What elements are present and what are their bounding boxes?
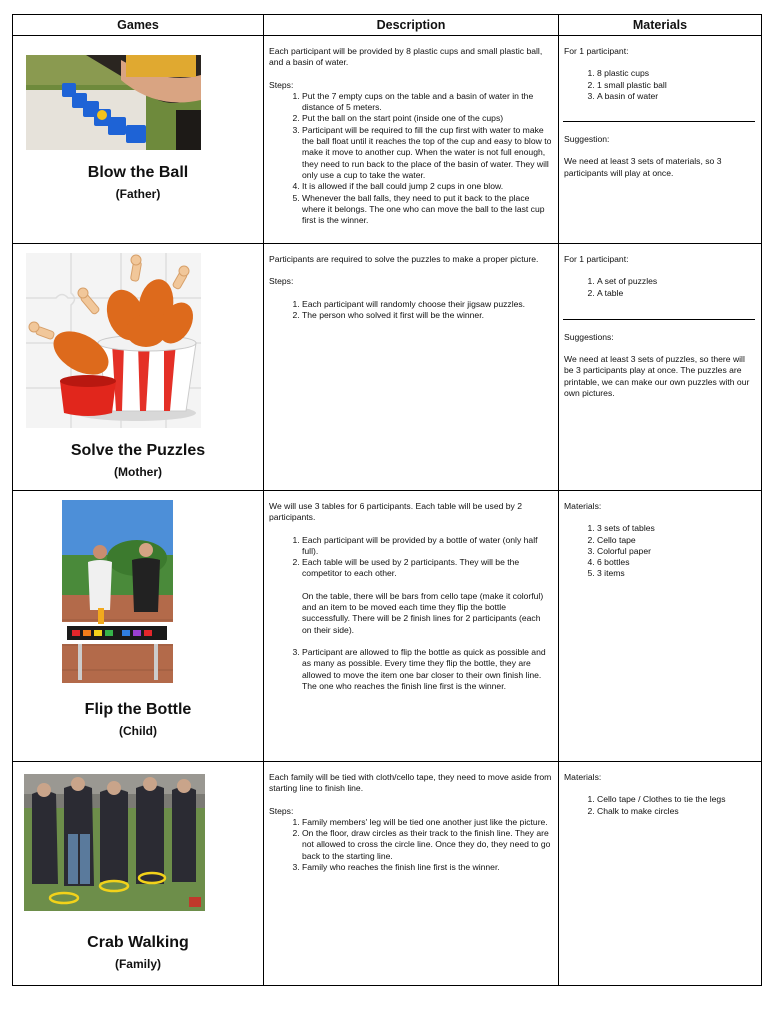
header-materials: Materials (559, 15, 762, 36)
divider (563, 319, 755, 320)
puzzle-fried-chicken-picture (26, 253, 201, 428)
game-cell (13, 244, 264, 491)
game-name: Blow the Ball (87, 164, 189, 181)
materials-cell (559, 491, 762, 762)
materials-list (564, 523, 755, 579)
description-cell (264, 762, 559, 986)
flip-the-bottle-photo (62, 500, 173, 683)
suggestion-text: We need at least 3 sets of puzzles, so there will be 3 participants play at once. The puzzles are printable, we can make our own puzzles with our own pictures. (564, 354, 750, 399)
list-item: 2. On the floor, draw circles as their track to the finish line. They are not allowed to cross the circle line. Once they do, they need to go back to the starting line. (302, 828, 552, 862)
materials-label: Materials: (564, 501, 602, 511)
list-item: 2. A table (597, 288, 755, 299)
game-cell (13, 491, 264, 762)
games-table (12, 14, 762, 986)
header-games: Games (13, 15, 264, 36)
materials-label: Materials: (564, 772, 602, 782)
game-role: (Child) (119, 724, 157, 738)
game-cell (13, 36, 264, 244)
game-name: Crab Walking (87, 934, 189, 951)
list-item: 2. 1 small plastic ball (597, 80, 755, 91)
list-item: 2. The person who solved it first will be the winner. (302, 310, 552, 321)
crab-walking-photo (24, 774, 205, 911)
list-item: 3. Participant will be required to fill the cup first with water to make the ball float until it reaches the top of the cup and easy to blow to make it move to another cup. When the water is not full enough, they need to run back to the place of the basin of water. They will only use a cup to take the water. (302, 125, 552, 181)
list-item: 1. 3 sets of tables (597, 523, 755, 534)
list-item: 1. Cello tape / Clothes to tie the legs (597, 794, 755, 805)
materials-cell (559, 762, 762, 986)
materials-cell (559, 36, 762, 244)
description-intro: Each family will be tied with cloth/cello tape, they need to move aside from starting line to finish line. (269, 772, 552, 794)
materials-list (564, 794, 755, 817)
description-intro: We will use 3 tables for 6 participants. Each table will be used by 2 participants. (269, 501, 523, 523)
list-item: 3. Participant are allowed to flip the bottle as quick as possible and as many as possible. Every time they flip the bottle, they are allowed to move the item one bar closer to their own finish line. The one who reaches the finish line first is the winner. (302, 647, 552, 692)
steps-list (269, 299, 552, 322)
game-role: (Mother) (114, 465, 162, 479)
list-item: 4. 6 bottles (597, 557, 755, 568)
blow-the-ball-photo (26, 55, 201, 150)
description-cell (264, 244, 559, 491)
game-name: Flip the Bottle (84, 701, 192, 718)
list-item: 3. A basin of water (597, 91, 755, 102)
table-row (13, 762, 762, 986)
list-item: 3. Colorful paper (597, 546, 755, 557)
table-row (13, 491, 762, 762)
materials-label: For 1 participant: (564, 46, 629, 56)
steps-list (269, 817, 552, 873)
list-item: 2. Chalk to make circles (597, 806, 755, 817)
list-item: 1. 8 plastic cups (597, 68, 755, 79)
list-item: 2. Put the ball on the start point (inside one of the cups) (302, 113, 552, 124)
steps-list (269, 535, 552, 693)
divider (563, 121, 755, 122)
game-role: (Father) (115, 187, 161, 201)
description-intro: Participants are required to solve the puzzles to make a proper picture. (269, 254, 539, 264)
header-description: Description (264, 15, 559, 36)
materials-list (564, 68, 755, 102)
table-row (13, 244, 762, 491)
list-item: 4. It is allowed if the ball could jump 2 cups in one blow. (302, 181, 552, 192)
step-note: On the table, there will be bars from cello tape (make it colorful) and an item to be moved each time they flip the bottle successfully. There will be 2 finish lines for 2 participants (each on their side). (302, 590, 544, 635)
list-item: 5. 3 items (597, 568, 755, 579)
step-text: Each table will be used by 2 participants. They will be the competitor to each other. (302, 557, 520, 579)
list-item: 1. Family members' leg will be tied one another just like the picture. (302, 817, 552, 828)
game-name: Solve the Puzzles (70, 442, 206, 459)
list-item: 1. Put the 7 empty cups on the table and a basin of water in the distance of 5 meters. (302, 91, 552, 114)
table-row (13, 36, 762, 244)
list-item: 1. Each participant will be provided by a bottle of water (only half full). (302, 535, 552, 558)
steps-label: Steps: (269, 805, 294, 816)
steps-list (269, 91, 552, 227)
suggestion-text: We need at least 3 sets of materials, so 3 participants will play at once. (564, 156, 722, 178)
game-role: (Family) (114, 957, 161, 971)
materials-cell (559, 244, 762, 491)
steps-label: Steps: (269, 276, 294, 287)
steps-label: Steps: (269, 79, 294, 90)
description-cell (264, 36, 559, 244)
suggestion-label: Suggestions: (564, 331, 614, 342)
game-cell (13, 762, 264, 986)
list-item: 3. Family who reaches the finish line first is the winner. (302, 862, 552, 873)
header-row (13, 15, 762, 36)
list-item: 1. Each participant will randomly choose their jigsaw puzzles. (302, 299, 552, 310)
materials-label: For 1 participant: (564, 254, 629, 264)
list-item: 1. A set of puzzles (597, 276, 755, 287)
suggestion-label: Suggestion: (564, 134, 610, 145)
list-item: 2. Cello tape (597, 535, 755, 546)
list-item (302, 557, 552, 636)
description-cell (264, 491, 559, 762)
materials-list (564, 276, 755, 299)
description-intro: Each participant will be provided by 8 plastic cups and small plastic ball, and a basin of water. (269, 46, 543, 68)
list-item: 5. Whenever the ball falls, they need to put it back to the place where it belongs. The one who can move the ball to the last cup first is the winner. (302, 193, 552, 227)
